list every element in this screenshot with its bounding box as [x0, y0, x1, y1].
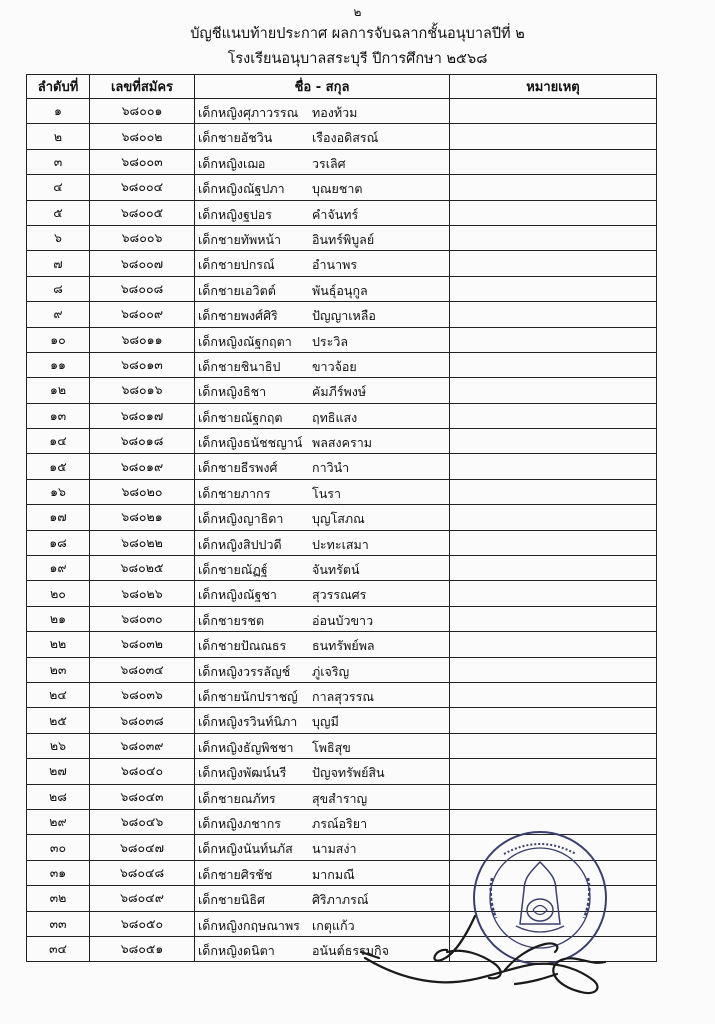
last-name: ปัญญาเหลือ — [312, 308, 376, 324]
header-no: ลำดับที่ — [27, 75, 90, 99]
table-row — [27, 505, 657, 530]
header-application-number: เลขที่สมัคร — [90, 75, 195, 99]
last-name: คำจันทร์ — [312, 206, 359, 222]
row-number: ๒๓ — [27, 657, 90, 682]
row-number: ๑๒ — [27, 378, 90, 403]
row-number: ๓๒ — [27, 886, 90, 911]
last-name: ประวิล — [312, 333, 349, 349]
application-number: ๖๘๐๐๒ — [90, 124, 195, 149]
remark-cell — [450, 352, 657, 377]
table-row — [27, 403, 657, 428]
remark-cell — [450, 454, 657, 479]
student-name — [195, 505, 450, 530]
row-number: ๔ — [27, 175, 90, 200]
first-name: เด็กหญิงดนิตา — [198, 942, 275, 958]
student-name — [195, 454, 450, 479]
row-number: ๓ — [27, 149, 90, 174]
student-name — [195, 175, 450, 200]
student-name — [195, 276, 450, 301]
student-name — [195, 251, 450, 276]
table-row — [27, 479, 657, 504]
table-row — [27, 302, 657, 327]
application-number: ๖๘๐๔๖ — [90, 809, 195, 834]
student-name — [195, 479, 450, 504]
first-name: เด็กชายนักปราชญ์ — [198, 688, 298, 704]
row-number: ๑๕ — [27, 454, 90, 479]
last-name: ฤทธิแสง — [312, 409, 358, 425]
first-name: เด็กหญิงธิชา — [198, 384, 267, 400]
student-name — [195, 682, 450, 707]
last-name: อำนาพร — [312, 257, 358, 273]
application-number: ๖๘๐๑๓ — [90, 352, 195, 377]
row-number: ๑๐ — [27, 327, 90, 352]
row-number: ๒๐ — [27, 581, 90, 606]
student-name — [195, 530, 450, 555]
last-name: กาวินำ — [312, 460, 350, 476]
last-name: บุณยชาต — [312, 181, 363, 197]
student-name — [195, 403, 450, 428]
remark-cell — [450, 175, 657, 200]
first-name: เด็กชายปกรณ์ — [198, 257, 275, 273]
table-header-row — [27, 75, 657, 99]
first-name: เด็กชายณัฐกฤต — [198, 409, 283, 425]
row-number: ๑๑ — [27, 352, 90, 377]
application-number: ๖๘๐๓๙ — [90, 733, 195, 758]
remark-cell — [450, 759, 657, 784]
application-number: ๖๘๐๓๘ — [90, 708, 195, 733]
remark-cell — [450, 708, 657, 733]
application-number: ๖๘๐๓๐ — [90, 606, 195, 631]
row-number: ๒๗ — [27, 759, 90, 784]
first-name: เด็กหญิงกฤษณาพร — [198, 917, 300, 933]
table-row — [27, 251, 657, 276]
first-name: เด็กชายภากร — [198, 485, 271, 501]
table-row — [27, 581, 657, 606]
student-name — [195, 200, 450, 225]
first-name: เด็กชายณัฏฐ์ — [198, 562, 268, 578]
table-row — [27, 606, 657, 631]
application-number: ๖๘๐๑๖ — [90, 378, 195, 403]
document-title: บัญชีแนบท้ายประกาศ ผลการจับฉลากชั้นอนุบาลปีที่ ๒ — [190, 26, 525, 42]
remark-cell — [450, 784, 657, 809]
row-number: ๓๑ — [27, 860, 90, 885]
last-name: พันธุ์อนุกูล — [312, 282, 368, 298]
student-name — [195, 809, 450, 834]
first-name: เด็กหญิงพัฒน์นรี — [198, 765, 287, 781]
application-number: ๖๘๐๑๘ — [90, 429, 195, 454]
remark-cell — [450, 124, 657, 149]
first-name: เด็กหญิงภชากร — [198, 815, 281, 831]
first-name: เด็กชายณภัทร — [198, 790, 276, 806]
table-row — [27, 378, 657, 403]
first-name: เด็กหญิงวรรลัญช์ — [198, 663, 291, 679]
first-name: เด็กหญิงญาธิดา — [198, 511, 284, 527]
row-number: ๑๓ — [27, 403, 90, 428]
table-row — [27, 225, 657, 250]
application-number: ๖๘๐๒๐ — [90, 479, 195, 504]
row-number: ๒๑ — [27, 606, 90, 631]
table-row — [27, 352, 657, 377]
first-name: เด็กหญิงธนัชชญาน์ — [198, 435, 303, 451]
last-name: ศิริภาภรณ์ — [312, 892, 369, 908]
last-name: ภู่เจริญ — [312, 663, 350, 679]
first-name: เด็กชายอัชวิน — [198, 130, 273, 146]
row-number: ๑๙ — [27, 556, 90, 581]
application-number: ๖๘๐๔๐ — [90, 759, 195, 784]
student-name — [195, 302, 450, 327]
student-name — [195, 835, 450, 860]
remark-cell — [450, 302, 657, 327]
first-name: เด็กชายทัพหน้า — [198, 231, 282, 247]
student-name — [195, 632, 450, 657]
last-name: มากมณี — [312, 866, 355, 882]
page-number: ๒ — [353, 5, 362, 19]
application-number: ๖๘๐๐๔ — [90, 175, 195, 200]
row-number: ๕ — [27, 200, 90, 225]
row-number: ๒๘ — [27, 784, 90, 809]
row-number: ๒๖ — [27, 733, 90, 758]
last-name: ธนทรัพย์พล — [312, 638, 375, 654]
table-row — [27, 682, 657, 707]
first-name: เด็กหญิงสิปปวดี — [198, 536, 282, 552]
student-name — [195, 429, 450, 454]
last-name: ภรณ์อริยา — [312, 815, 368, 831]
first-name: เด็กหญิงณัฐชา — [198, 587, 277, 603]
last-name: อินทร์พิบูลย์ — [312, 231, 375, 247]
student-name — [195, 124, 450, 149]
last-name: โนรา — [312, 485, 341, 501]
student-name — [195, 733, 450, 758]
application-number: ๖๘๐๐๑ — [90, 99, 195, 124]
application-number: ๖๘๐๒๑ — [90, 505, 195, 530]
last-name: กาลสุวรรณ — [312, 688, 374, 704]
first-name: เด็กหญิงฐปอร — [198, 206, 273, 222]
student-name — [195, 708, 450, 733]
handwritten-signature — [355, 908, 625, 1003]
application-number: ๖๘๐๔๓ — [90, 784, 195, 809]
row-number: ๒๕ — [27, 708, 90, 733]
remark-cell — [450, 606, 657, 631]
first-name: เด็กหญิงณัฐปภา — [198, 181, 285, 197]
remark-cell — [450, 632, 657, 657]
row-number: ๑ — [27, 99, 90, 124]
remark-cell — [450, 682, 657, 707]
student-name — [195, 556, 450, 581]
table-row — [27, 149, 657, 174]
student-name — [195, 784, 450, 809]
remark-cell — [450, 327, 657, 352]
student-name — [195, 860, 450, 885]
last-name: พลสงคราม — [312, 435, 372, 451]
document-subtitle: โรงเรียนอนุบาลสระบุรี ปีการศึกษา ๒๕๖๘ — [227, 51, 488, 67]
last-name: นามสง่า — [312, 841, 357, 857]
last-name: คัมภีร์พงษ์ — [312, 384, 367, 400]
table-row — [27, 429, 657, 454]
application-number: ๖๘๐๕๑ — [90, 936, 195, 961]
table-row — [27, 99, 657, 124]
last-name: ทองท้วม — [312, 105, 358, 120]
table-row — [27, 276, 657, 301]
table-row — [27, 175, 657, 200]
table-row — [27, 530, 657, 555]
last-name: บุญมี — [312, 714, 339, 730]
first-name: เด็กหญิงรวินท์นิภา — [198, 714, 298, 730]
student-name — [195, 657, 450, 682]
last-name: ปัญจทรัพย์สิน — [312, 765, 385, 781]
student-name — [195, 378, 450, 403]
first-name: เด็กชายเอวิตต์ — [198, 282, 276, 298]
first-name: เด็กชายนิธิศ — [198, 892, 265, 908]
student-name — [195, 606, 450, 631]
table-row — [27, 759, 657, 784]
application-number: ๖๘๐๓๒ — [90, 632, 195, 657]
last-name: ขาวจ้อย — [312, 358, 357, 374]
remark-cell — [450, 251, 657, 276]
remark-cell — [450, 429, 657, 454]
student-name — [195, 99, 450, 124]
remark-cell — [450, 276, 657, 301]
last-name: สุวรรณศร — [312, 587, 367, 603]
application-number: ๖๘๐๐๓ — [90, 149, 195, 174]
application-number: ๖๘๐๑๙ — [90, 454, 195, 479]
application-number: ๖๘๐๐๙ — [90, 302, 195, 327]
remark-cell — [450, 556, 657, 581]
last-name: ปะทะเสมา — [312, 536, 369, 552]
application-number: ๖๘๐๐๗ — [90, 251, 195, 276]
student-name — [195, 759, 450, 784]
table-row — [27, 556, 657, 581]
last-name: บุญโสภณ — [312, 511, 365, 527]
header-name: ชื่อ - สกุล — [195, 75, 450, 99]
row-number: ๒๒ — [27, 632, 90, 657]
table-row — [27, 124, 657, 149]
last-name: เรืองอดิสรณ์ — [312, 130, 379, 146]
remark-cell — [450, 505, 657, 530]
application-number: ๖๘๐๐๖ — [90, 225, 195, 250]
remark-cell — [450, 581, 657, 606]
last-name: สุขสำราญ — [312, 790, 368, 806]
application-number: ๖๘๐๒๖ — [90, 581, 195, 606]
remark-cell — [450, 530, 657, 555]
first-name: เด็กชายพงศ์ศิริ — [198, 308, 278, 324]
last-name: จันทรัตน์ — [312, 562, 360, 578]
application-number: ๖๘๐๑๗ — [90, 403, 195, 428]
application-number: ๖๘๐๔๙ — [90, 886, 195, 911]
first-name: เด็กชายชินาธิป — [198, 358, 281, 374]
remark-cell — [450, 733, 657, 758]
remark-cell — [450, 225, 657, 250]
last-name: วรเลิศ — [312, 155, 346, 171]
row-number: ๑๔ — [27, 429, 90, 454]
application-number: ๖๘๐๒๒ — [90, 530, 195, 555]
remark-cell — [450, 657, 657, 682]
remark-cell — [450, 378, 657, 403]
remark-cell — [450, 479, 657, 504]
student-name — [195, 149, 450, 174]
first-name: เด็กชายรชต — [198, 612, 265, 628]
application-number: ๖๘๐๐๘ — [90, 276, 195, 301]
first-name: เด็กชายธีรพงศ์ — [198, 460, 278, 476]
table-row — [27, 784, 657, 809]
row-number: ๒๙ — [27, 809, 90, 834]
row-number: ๓๐ — [27, 835, 90, 860]
student-name — [195, 225, 450, 250]
row-number: ๒ — [27, 124, 90, 149]
remark-cell — [450, 99, 657, 124]
table-row — [27, 708, 657, 733]
student-name — [195, 581, 450, 606]
table-row — [27, 632, 657, 657]
last-name: อ่อนบัวขาว — [312, 612, 374, 628]
remark-cell — [450, 149, 657, 174]
first-name: เด็กชายศิรชัช — [198, 866, 273, 882]
row-number: ๑๖ — [27, 479, 90, 504]
application-number: ๖๘๐๒๕ — [90, 556, 195, 581]
row-number: ๓๔ — [27, 936, 90, 961]
row-number: ๒๔ — [27, 682, 90, 707]
application-number: ๖๘๐๕๐ — [90, 911, 195, 936]
row-number: ๑๗ — [27, 505, 90, 530]
application-number: ๖๘๐๓๔ — [90, 657, 195, 682]
application-number: ๖๘๐๑๑ — [90, 327, 195, 352]
table-row — [27, 657, 657, 682]
table-row — [27, 733, 657, 758]
first-name: เด็กหญิงธัญพิชชา — [198, 739, 294, 755]
student-name — [195, 352, 450, 377]
first-name: เด็กหญิงเฌอ — [198, 155, 266, 171]
last-name: โพธิสุข — [312, 739, 351, 755]
row-number: ๓๓ — [27, 911, 90, 936]
application-number: ๖๘๐๔๘ — [90, 860, 195, 885]
last-name: เกตุแก้ว — [312, 917, 355, 933]
row-number: ๖ — [27, 225, 90, 250]
table-row — [27, 327, 657, 352]
row-number: ๑๘ — [27, 530, 90, 555]
row-number: ๘ — [27, 276, 90, 301]
student-name — [195, 327, 450, 352]
first-name: เด็กหญิงณัฐกฤตา — [198, 333, 292, 349]
table-row — [27, 454, 657, 479]
last-name: อนันต์ธรรมกิจ — [312, 942, 389, 958]
table-row — [27, 200, 657, 225]
remark-cell — [450, 200, 657, 225]
remark-cell — [450, 403, 657, 428]
first-name: เด็กชายปัณณธร — [198, 638, 287, 654]
application-number: ๖๘๐๓๖ — [90, 682, 195, 707]
application-number: ๖๘๐๔๗ — [90, 835, 195, 860]
application-number: ๖๘๐๐๕ — [90, 200, 195, 225]
header-remark: หมายเหตุ — [450, 75, 657, 99]
first-name: เด็กหญิงศุภาวรรณ — [198, 105, 299, 120]
first-name: เด็กหญิงนันท์นภัส — [198, 841, 293, 857]
row-number: ๗ — [27, 251, 90, 276]
row-number: ๙ — [27, 302, 90, 327]
